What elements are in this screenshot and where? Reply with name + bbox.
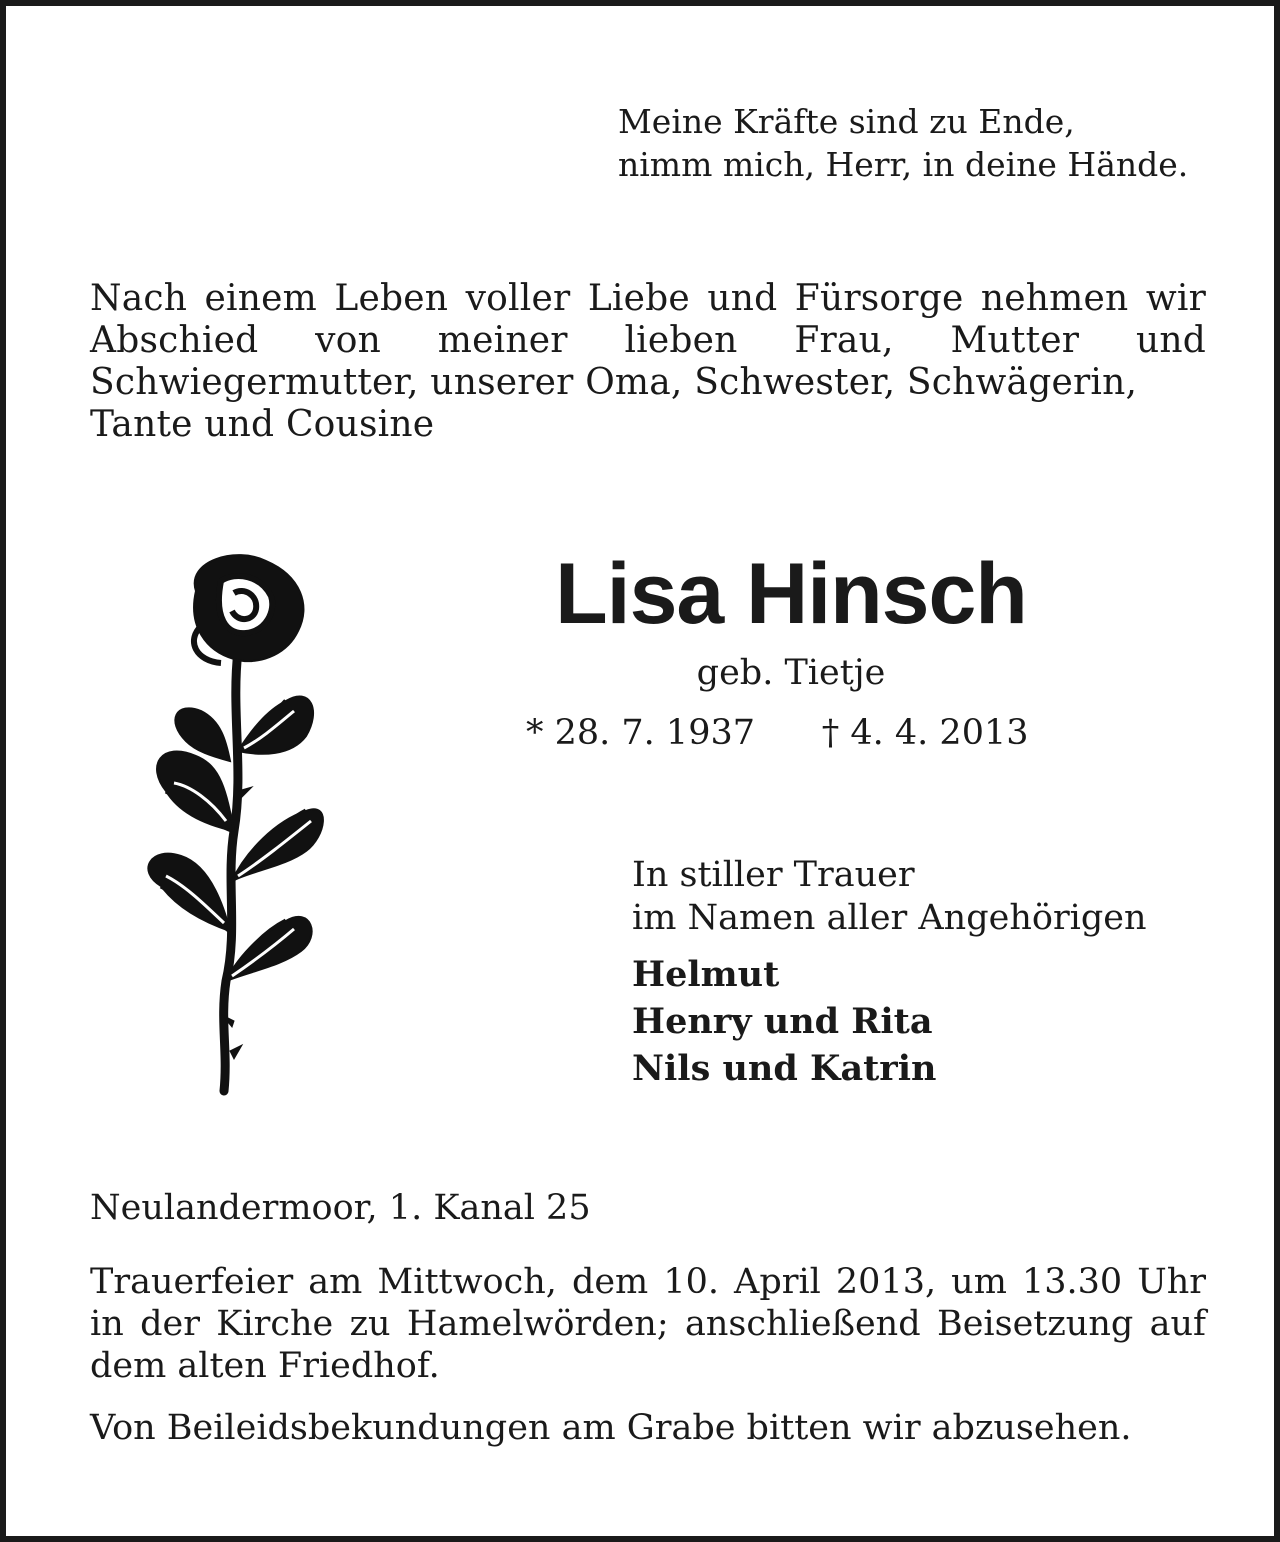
- intro-text: Nach einem Leben voller Liebe und Fürsorge nehmen wir Abschied von meiner lieben Frau, Mutter und Schwiegermutter, unserer Oma, Schwester, Schwägerin,: [90, 278, 1206, 403]
- address: Neulandermoor, 1. Kanal 25: [90, 1188, 591, 1228]
- mourning-line-2: im Namen aller Angehörigen: [632, 898, 1147, 938]
- motto-verse: [618, 100, 1238, 186]
- funeral-service-info: Trauerfeier am Mittwoch, dem 10. April 2013, um 13.30 Uhr in der Kirche zu Hamelwörden; anschließend Beisetzung auf dem alten Friedhof.: [90, 1262, 1206, 1386]
- motto-line-1: Meine Kräfte sind zu Ende,: [618, 102, 1075, 141]
- mourning-signature: [632, 854, 1232, 940]
- condolence-note: Von Beileidsbekundungen am Grabe bitten wir abzusehen.: [90, 1408, 1132, 1448]
- family-list: [632, 951, 1232, 1092]
- mourning-line-1: In stiller Trauer: [632, 855, 915, 895]
- intro-paragraph: [90, 278, 1206, 446]
- life-dates: * 28. 7. 1937 † 4. 4. 2013: [526, 713, 1029, 753]
- family-member: Helmut: [632, 954, 780, 995]
- family-member: Henry und Rita: [632, 1001, 933, 1042]
- rose-icon: [126, 551, 346, 1096]
- family-member: Nils und Katrin: [632, 1048, 937, 1089]
- deceased-name: Lisa Hinsch: [555, 546, 1027, 642]
- intro-last-line: Tante und Cousine: [90, 404, 435, 445]
- maiden-name: geb. Tietje: [696, 653, 886, 693]
- motto-line-2: nimm mich, Herr, in deine Hände.: [618, 145, 1189, 184]
